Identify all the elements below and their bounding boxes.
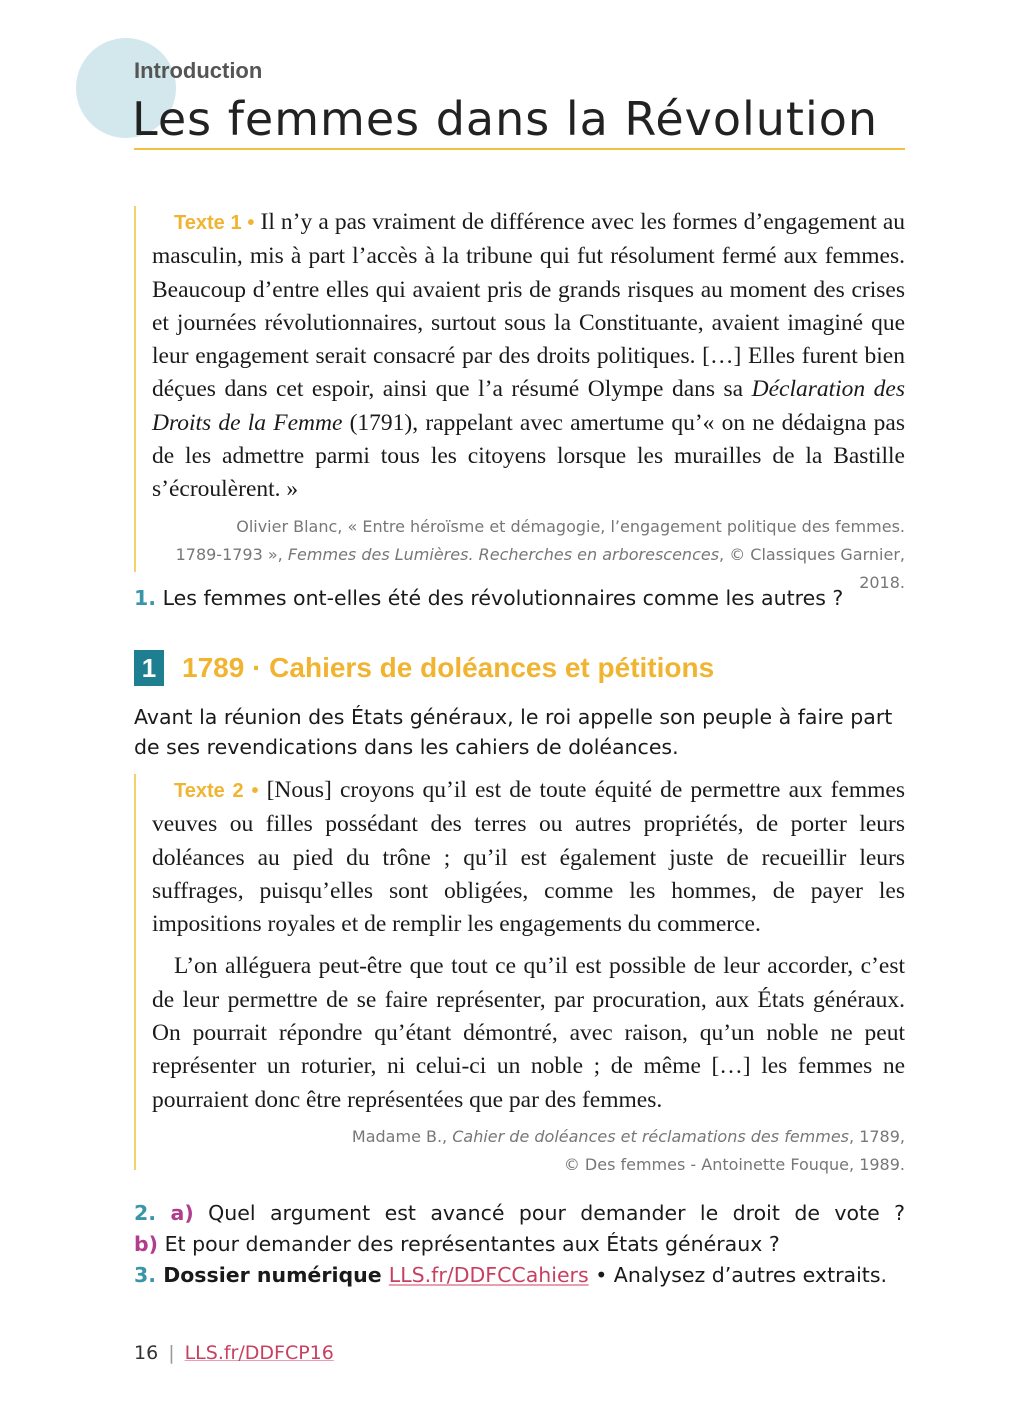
texte2-source: Madame B., Cahier de doléances et réclamations des femmes, 1789, © Des femmes - Antoinette Fouque, 1989. bbox=[351, 1126, 905, 1174]
section-intro: Avant la réunion des États généraux, le roi appelle son peuple à faire part de ses revendications dans les cahiers de doléances. bbox=[134, 705, 893, 759]
footer-separator: | bbox=[168, 1342, 175, 1364]
section-number-badge: 1 bbox=[134, 650, 164, 686]
question-3: 3. Dossier numérique LLS.fr/DDFCCahiers • Analysez d’autres extraits. bbox=[134, 1263, 888, 1287]
texte1-label: Texte 1 • bbox=[174, 212, 255, 234]
footer-link[interactable]: LLS.fr/DDFCP16 bbox=[184, 1342, 334, 1364]
question-1: 1. Les femmes ont-elles été des révolutionnaires comme les autres ? bbox=[134, 586, 844, 610]
questions-block bbox=[134, 1198, 905, 1291]
section-kicker: Introduction bbox=[134, 58, 263, 83]
texte1-source: Olivier Blanc, « Entre héroïsme et démagogie, l’engagement politique des femmes. 1789-1793 », Femmes des Lumières. Recherches en arborescences, © Classiques Garnier, 2018. bbox=[175, 516, 905, 592]
page-title: Les femmes dans la Révolution bbox=[132, 92, 879, 146]
section-title: 1789 · Cahiers de doléances et pétitions bbox=[182, 652, 715, 683]
texte2-paragraph-2: L’on alléguera peut-être que tout ce qu’il est possible de leur accorder, c’est de leur permettre de se faire représenter, par procuration, aux États généraux. On pourrait répondre qu’étant démontré, avec raison, qu’un noble ne peut représenter un roturier, ni celui-ci un noble ; de même […] les femmes ne pourraient donc être représentées que par des femmes. bbox=[152, 953, 905, 1113]
page-footer bbox=[134, 1342, 334, 1364]
question-2a: 2. a) Quel argument est avancé pour demander le droit de vote ? bbox=[134, 1201, 905, 1225]
question-2b: b) Et pour demander des représentantes aux États généraux ? bbox=[134, 1232, 780, 1256]
section-heading bbox=[134, 650, 714, 686]
texte2-quote bbox=[134, 774, 906, 1174]
texte1-quote bbox=[134, 206, 906, 592]
texte1-italic-title: Déclaration des Droits de la Femme bbox=[152, 376, 906, 436]
texte2-paragraph-1: Texte 2 • [Nous] croyons qu’il est de toute équité de permettre aux femmes veuves ou filles possédant des terres ou autres propriétés, de porter leurs doléances au pied du trône ; qu’il est également juste de recueillir leurs suffrages, puisqu’elles sont obligées, comme les hommes, de payer les impositions royales et de remplir les engagements du commerce. bbox=[152, 777, 906, 938]
dossier-link[interactable]: LLS.fr/DDFCCahiers bbox=[388, 1263, 589, 1287]
page-number: 16 bbox=[134, 1342, 159, 1364]
texte2-label: Texte 2 • bbox=[174, 780, 259, 802]
texte1-body: Texte 1 • Il n’y a pas vraiment de différence avec les formes d’engagement au masculin, mis à part l’accès à la tribune qui fut résolument fermé aux femmes. Beaucoup d’entre elles qui avaient pris de grands risques au moment des crises et journées révolutionnaires, surtout sous la Constituante, avaient imaginé que leur engagement serait consacré par des droits politiques. […] Elles furent bien déçues dans cet espoir, ainsi que l’a résumé Olympe dans sa Déclaration des Droits de la Femme (1791), rappelant avec amertume qu’« on ne dédaigna pas de les admettre parmi tous les citoyens lorsque les murailles de la Bastille s’écroulèrent. » bbox=[152, 209, 906, 503]
title-divider bbox=[134, 148, 905, 150]
